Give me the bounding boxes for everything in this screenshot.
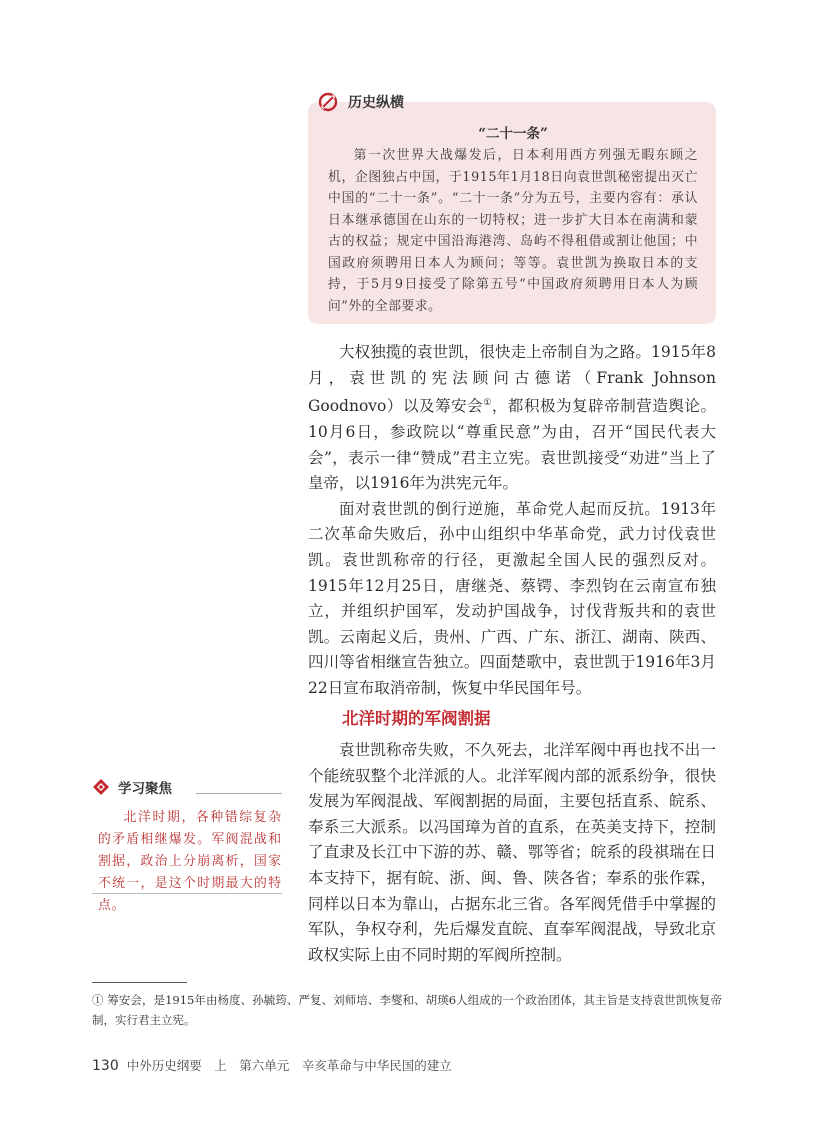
- focus-text: 北洋时期，各种错综复杂的矛盾相继爆发。军阀混战和割据，政治上分崩离析，国家不统一，是这个时期最大的特点。: [98, 810, 282, 913]
- footnote-divider: [92, 982, 187, 983]
- focus-label: 学习聚焦: [118, 781, 172, 797]
- sidebox-text: 第一次世界大战爆发后，日本利用西方列强无暇东顾之机，企图独占中国，于1915年1月18日向袁世凯秘密提出灭亡中国的“二十一条”。“二十一条”分为五号，主要内容有：承认日本继承德国在山东的一切特权；进一步扩大日本在南满和蒙古的权益；规定中国沿海港湾、岛屿不得租借或割让他国；中国政府须聘用日本人为顾问；等等。袁世凯为换取日本的支持，于5月9日接受了除第五号“中国政府须聘用日本人为顾问”外的全部要求。: [328, 148, 698, 314]
- sidebox-label: 历史纵横: [348, 95, 404, 111]
- paragraph-2: 面对袁世凯的倒行逆施，革命党人起而反抗。1913年二次革命失败后，孙中山组织中华革命党，武力讨伐袁世凯。袁世凯称帝的行径，更激起全国人民的强烈反对。1915年12月25日，唐继尧、蔡锷、李烈钧在云南宣布独立，并组织护国军，发动护国战争，讨伐背叛共和的袁世凯。云南起义后，贵州、广西、广东、浙江、湖南、陕西、四川等省相继宣告独立。四面楚歌中，袁世凯于1916年3月22日宣布取消帝制，恢复中华民国年号。: [308, 499, 716, 697]
- focus-divider: [196, 793, 282, 794]
- section-heading: 北洋时期的军阀割据: [342, 709, 491, 728]
- study-focus-box: [92, 777, 282, 917]
- page-number: 130: [92, 1058, 119, 1074]
- footer-text: 中外历史纲要 上 第六单元 辛亥革命与中华民国的建立: [126, 1058, 452, 1073]
- sidebox-header: [318, 92, 404, 112]
- page-footer: [92, 1056, 452, 1074]
- sidebox-title: “二十一条”: [478, 126, 548, 142]
- footnote-marker: ①: [483, 398, 492, 409]
- paragraph-3: 袁世凯称帝失败，不久死去，北洋军阀中再也找不出一个能统驭整个北洋派的人。北洋军阀内部的派系纷争，很快发展为军阀混战、军阀割据的局面，主要包括直系、皖系、奉系三大派系。以冯国璋为首的直系，在英美支持下，控制了直隶及长江中下游的苏、赣、鄂等省；皖系的段祺瑞在日本支持下，据有皖、浙、闽、鲁、陕各省；奉系的张作霖，同样以日本为靠山，占据东北三省。各军阀凭借手中掌握的军队，争权夺利，先后爆发直皖、直奉军阀混战，导致北京政权实际上由不同时期的军阀所控制。: [308, 741, 716, 964]
- swirl-icon: [318, 92, 338, 112]
- main-text-upper: [308, 340, 716, 701]
- main-text-lower: [308, 738, 716, 968]
- paragraph-1: 大权独揽的袁世凯，很快走上帝制自为之路。1915年8月，袁世凯的宪法顾问古德诺（Frank Johnson Goodnovo）以及筹安会①，都积极为复辟帝制营造舆论。10月6日，参政院以“尊重民意”为由，召开“国民代表大会”，表示一律“赞成”君主立宪。袁世凯接受“劝进”当上了皇帝，以1916年为洪宪元年。: [308, 343, 716, 493]
- history-sidebox: [308, 102, 716, 324]
- focus-bottom-divider: [92, 893, 282, 894]
- diamond-icon: [92, 778, 110, 796]
- footnote: ① 筹安会，是1915年由杨度、孙毓筠、严复、刘师培、李燮和、胡瑛6人组成的一个政治团体，其主旨是支持袁世凯恢复帝制，实行君主立宪。: [92, 993, 722, 1027]
